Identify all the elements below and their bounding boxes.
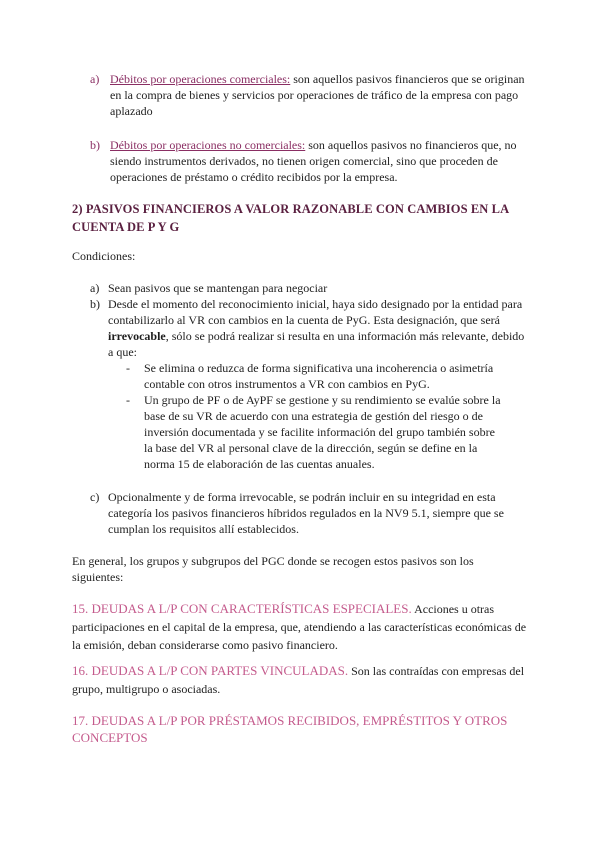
list-marker: b) (90, 138, 100, 152)
dash-marker: - (126, 361, 130, 375)
list-marker: a) (90, 281, 100, 295)
list-term: Débitos por operaciones no comerciales: (110, 138, 306, 152)
account-group-17 (72, 712, 512, 746)
list-marker: b) (90, 297, 100, 311)
section-heading: 2) PASIVOS FINANCIEROS A VALOR RAZONABLE CON CAMBIOS EN LA CUENTA DE P Y G (72, 202, 509, 234)
list-marker: a) (90, 72, 100, 86)
list-term: Débitos por operaciones comerciales: (110, 72, 291, 86)
list-item-text (110, 137, 530, 185)
sub-item-1 (126, 360, 506, 392)
account-group-title: 16. DEUDAS A L/P CON PARTES VINCULADAS. (72, 663, 349, 678)
list-item-text (110, 71, 530, 119)
list-item-a (90, 71, 530, 119)
general-paragraph: En general, los grupos y subgrupos del PGC donde se recogen estos pasivos son los siguientes: (72, 554, 474, 584)
bold-term: irrevocable (108, 329, 166, 343)
account-group-title: 17. DEUDAS A L/P POR PRÉSTAMOS RECIBIDOS, EMPRÉSTITOS Y OTROS CONCEPTOS (72, 713, 508, 745)
account-group-text: Son las contraídas con empresas del grupo, multigrupo o asociadas. (72, 664, 525, 696)
condition-c (90, 489, 530, 537)
list-description: son aquellos pasivos no financieros que, no siendo instrumentos derivados, no tienen origen comercial, sino que proceden de operaciones de préstamo o crédito recibidos por la empresa. (110, 138, 517, 184)
account-group-15 (72, 600, 527, 654)
account-group-title: 15. DEUDAS A L/P CON CARACTERÍSTICAS ESPECIALES. (72, 601, 412, 616)
sub-item-2 (126, 392, 506, 472)
condition-text-part: Desde el momento del reconocimiento inicial, haya sido designado por la entidad para contabilizarlo al VR con cambios en la cuenta de PyG. Esta designación, que será (108, 297, 523, 327)
condition-text: Sean pasivos que se mantengan para negociar (108, 281, 328, 295)
condition-text (108, 296, 530, 360)
account-group-16 (72, 662, 527, 698)
list-description: son aquellos pasivos financieros que se originan en la compra de bienes y servicios por operaciones de tráfico de la empresa con pago aplazado (110, 72, 525, 118)
account-group-text: Acciones u otras participaciones en el capital de la empresa, que, atendiendo a las características económicas de la emisión, deban considerarse como pasivo financiero. (72, 602, 527, 652)
condition-text: Opcionalmente y de forma irrevocable, se podrán incluir en su integridad en esta categoría los pasivos financieros híbridos regulados en la NV9 5.1, siempre que se cumplan los requisitos allí establecidos. (108, 490, 504, 536)
conditions-label: Condiciones: (72, 249, 136, 263)
sub-item-text: Se elimina o reduzca de forma significativa una incoherencia o asimetría contable con otros instrumentos a VR con cambios en PyG. (144, 361, 494, 391)
dash-marker: - (126, 393, 130, 407)
sub-item-text: Un grupo de PF o de AyPF se gestione y su rendimiento se evalúe sobre la base de su VR de acuerdo con una estrategia de gestión del riesgo o de inversión documentada y se facilite información del grupo también sobre la base del VR al personal clave de la dirección, según se define en la norma 15 de elaboración de las cuentas anuales. (144, 393, 501, 471)
condition-text-part: , sólo se podrá realizar si resulta en una información más relevante, debido a que: (108, 329, 525, 359)
condition-a (90, 280, 530, 296)
condition-b (90, 296, 530, 360)
list-marker: c) (90, 490, 100, 504)
list-item-b (90, 137, 530, 185)
